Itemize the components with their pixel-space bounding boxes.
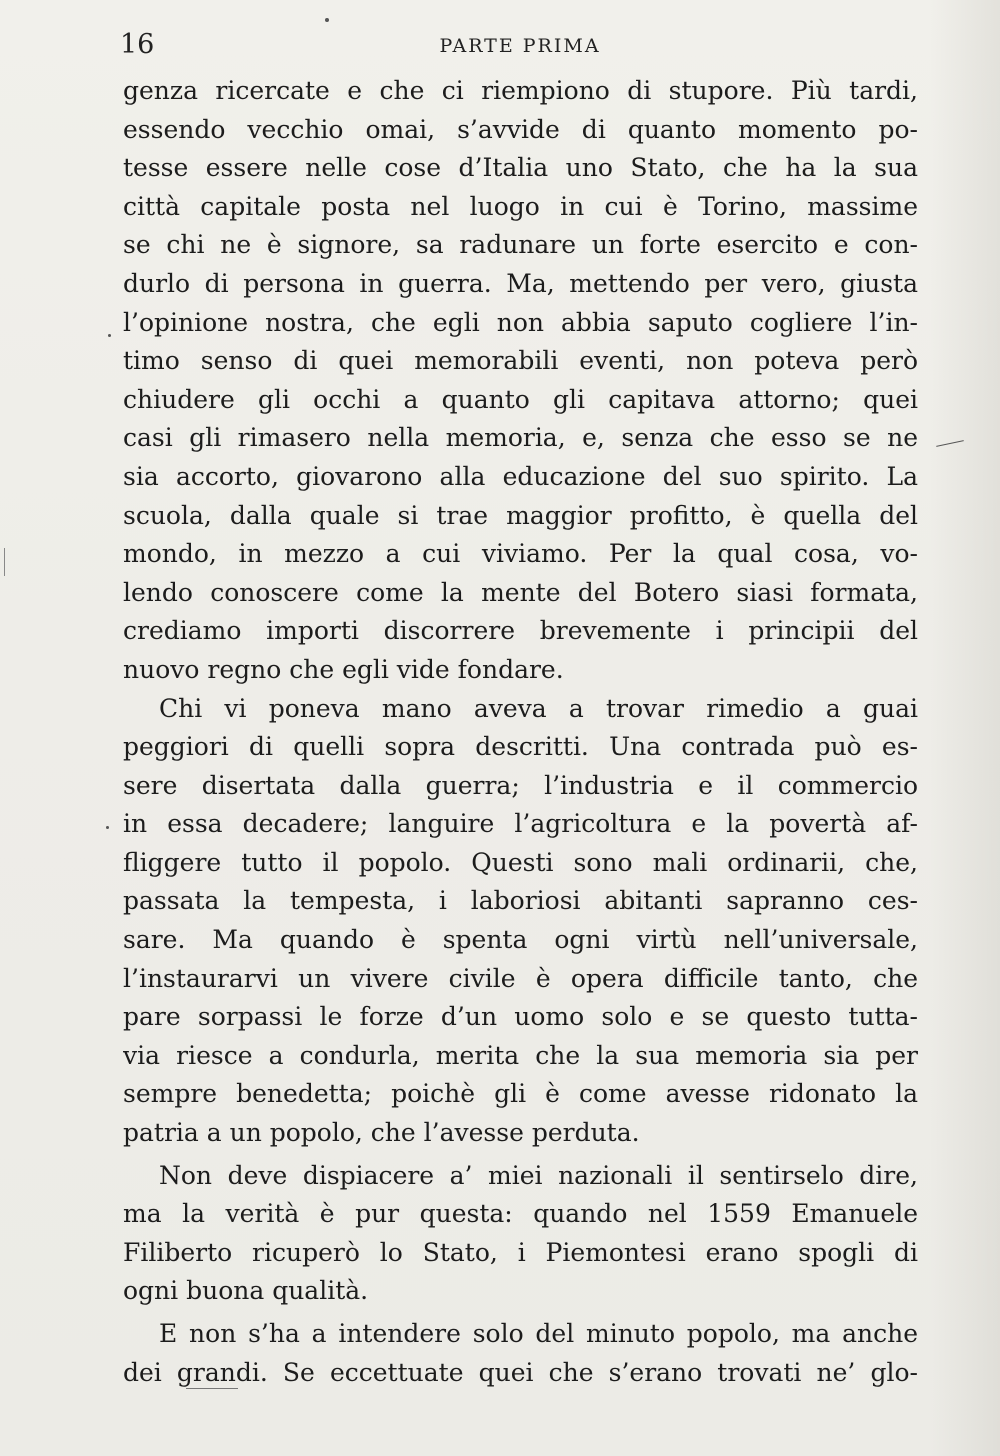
paragraph-2 xyxy=(123,690,918,1153)
text-line: ogni buona qualità. xyxy=(123,1276,369,1306)
text-line: scuola, dalla quale si trae maggior profitto, è quella del xyxy=(123,500,918,530)
paragraph-4 xyxy=(123,1315,918,1392)
margin-mark xyxy=(4,548,5,576)
text-line: chiudere gli occhi a quanto gli capitava attorno; quei xyxy=(123,384,918,414)
text-line: città capitale posta nel luogo in cui è Torino, massime xyxy=(123,191,918,221)
text-line: passata la tempesta, i laboriosi abitanti sapranno ces- xyxy=(123,886,918,916)
text-line: patria a un popolo, che l’avesse perduta. xyxy=(123,1118,640,1148)
text-line: sempre benedetta; poichè gli è come avesse ridonato la xyxy=(123,1079,918,1109)
text-line: pare sorpassi le forze d’un uomo solo e se questo tutta- xyxy=(123,1002,918,1032)
text-line: sia accorto, giovarono alla educazione del suo spirito. La xyxy=(123,461,918,491)
text-line: dei grandi. Se eccettuate quei che s’erano trovati ne’ glo- xyxy=(123,1357,918,1387)
print-speck xyxy=(325,18,329,22)
text-line: crediamo importi discorrere brevemente i principii del xyxy=(123,616,918,646)
paragraph-1 xyxy=(123,72,918,690)
text-line: essendo vecchio omai, s’avvide di quanto momento po- xyxy=(123,114,918,144)
text-line: via riesce a condurla, merita che la sua memoria sia per xyxy=(123,1040,918,1070)
text-line: genza ricercate e che ci riempiono di stupore. Più tardi, xyxy=(123,76,918,105)
paragraph-3 xyxy=(123,1157,918,1311)
text-line: durlo di persona in guerra. Ma, mettendo per vero, giusta xyxy=(123,268,918,298)
running-head: PARTE PRIMA xyxy=(439,35,601,57)
text-line: l’instaurarvi un vivere civile è opera difficile tanto, che xyxy=(123,963,918,993)
text-line: mondo, in mezzo a cui viviamo. Per la qual cosa, vo- xyxy=(123,539,918,569)
text-line: Chi vi poneva mano aveva a trovar rimedio a guai xyxy=(159,693,918,723)
text-line: casi gli rimasero nella memoria, e, senza che esso se ne xyxy=(123,423,918,453)
text-line: sare. Ma quando è spenta ogni virtù nell’universale, xyxy=(123,925,918,955)
text-line: fliggere tutto il popolo. Questi sono mali ordinarii, che, xyxy=(123,847,918,877)
text-line: sere disertata dalla guerra; l’industria e il commercio xyxy=(123,770,918,800)
margin-mark xyxy=(186,1388,238,1389)
print-speck xyxy=(108,334,111,337)
page-edge-shadow xyxy=(930,0,1000,1456)
text-line: lendo conoscere come la mente del Botero siasi formata, xyxy=(123,577,918,607)
text-line: se chi ne è signore, sa radunare un forte esercito e con- xyxy=(123,230,918,260)
text-line: Filiberto ricuperò lo Stato, i Piemontesi erano spogli di xyxy=(123,1237,918,1267)
text-line: in essa decadere; languire l’agricoltura e la povertà af- xyxy=(123,809,918,839)
text-line: ma la verità è pur questa: quando nel 1559 Emanuele xyxy=(123,1199,918,1229)
text-line: peggiori di quelli sopra descritti. Una contrada può es- xyxy=(123,732,918,762)
text-line: Non deve dispiacere a’ miei nazionali il sentirselo dire, xyxy=(159,1160,918,1190)
text-line: tesse essere nelle cose d’Italia uno Stato, che ha la sua xyxy=(123,153,918,183)
text-line: l’opinione nostra, che egli non abbia saputo cogliere l’in- xyxy=(123,307,918,337)
print-speck xyxy=(106,826,109,829)
text-line: E non s’ha a intendere solo del minuto popolo, ma anche xyxy=(159,1319,918,1348)
text-line: timo senso di quei memorabili eventi, non poteva però xyxy=(123,346,918,376)
page-number: 16 xyxy=(120,29,155,60)
body-text xyxy=(123,72,918,1392)
page-header xyxy=(120,30,920,64)
text-line: nuovo regno che egli vide fondare. xyxy=(123,654,564,684)
